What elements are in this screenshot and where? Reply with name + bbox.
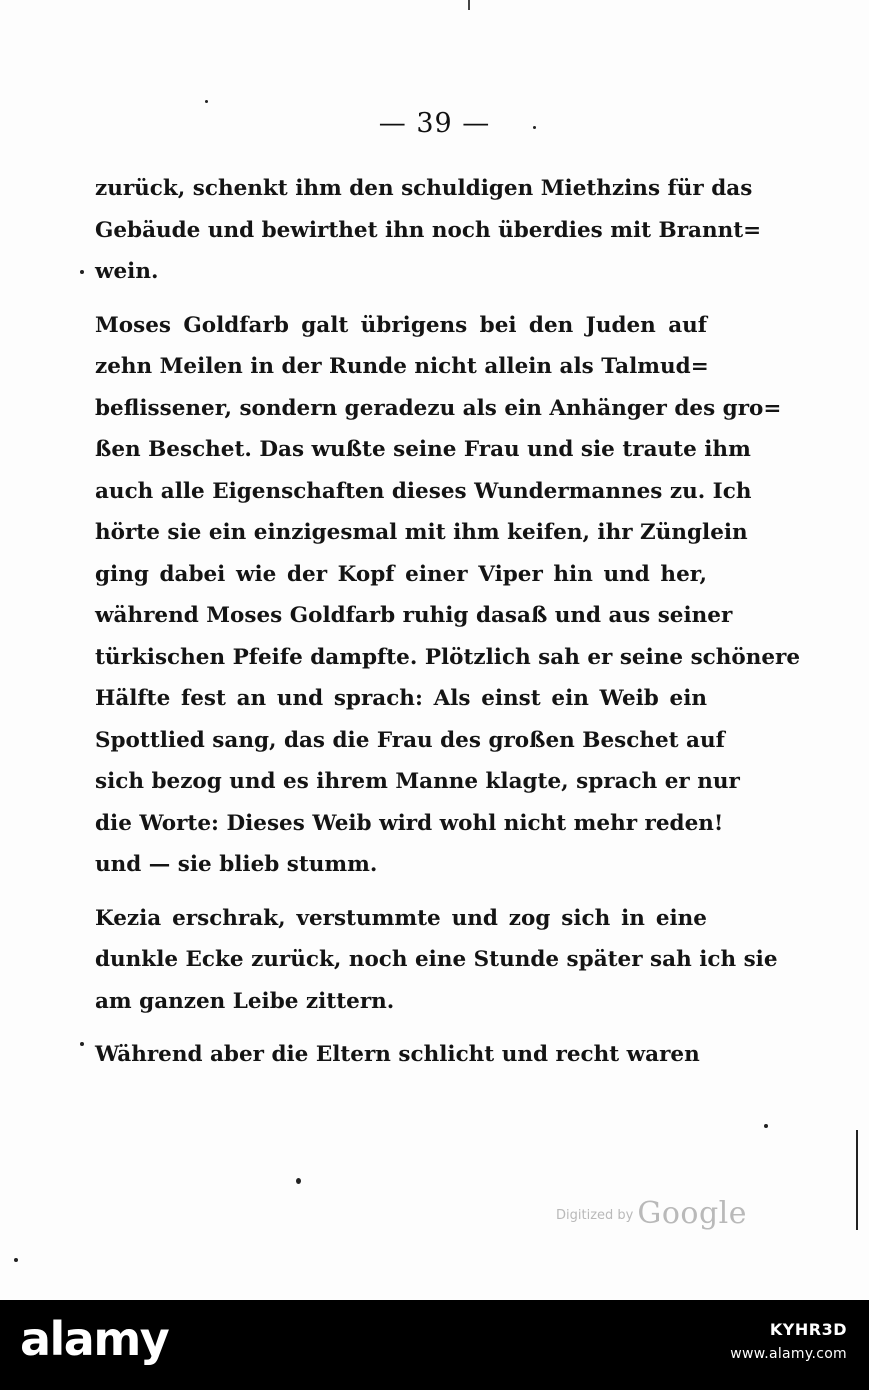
scan-speck xyxy=(80,1042,84,1046)
scan-speck xyxy=(205,100,208,103)
text-line: und — sie blieb stumm. xyxy=(95,852,378,877)
text-line: Während aber die Eltern schlicht und recht waren xyxy=(95,1042,700,1067)
text-line: ging dabei wie der Kopf einer Viper hin und her, xyxy=(95,561,707,587)
scan-speck xyxy=(80,270,84,274)
text-line: dunkle Ecke zurück, noch eine Stunde später sah ich sie xyxy=(95,947,778,972)
text-line: Spottlied sang, das die Frau des großen Beschet auf xyxy=(95,727,725,753)
stock-url: www.alamy.com xyxy=(730,1346,847,1362)
text-line: Moses Goldfarb galt übrigens bei den Juden auf xyxy=(95,312,707,338)
image-id: KYHR3D xyxy=(769,1320,847,1339)
digitized-by-google-watermark xyxy=(556,1196,747,1231)
text-line: Hälfte fest an und sprach: Als einst ein Weib ein xyxy=(95,686,707,711)
text-line: auch alle Eigenschaften dieses Wundermannes zu. Ich xyxy=(95,478,752,504)
text-line: während Moses Goldfarb ruhig dasaß und aus seiner xyxy=(95,603,733,628)
text-line: beflissener, sondern geradezu als ein Anhänger des gro= xyxy=(95,395,782,421)
text-line: türkischen Pfeife dampfte. Plötzlich sah er seine schönere xyxy=(95,644,801,670)
text-line: ßen Beschet. Das wußte seine Frau und sie traute ihm xyxy=(95,437,751,462)
text-line: am ganzen Leibe zittern. xyxy=(95,988,395,1014)
text-line: die Worte: Dieses Weib wird wohl nicht mehr reden! xyxy=(95,810,724,836)
scan-speck xyxy=(468,0,470,10)
scan-speck xyxy=(533,126,536,129)
scan-speck xyxy=(296,1178,301,1184)
text-line: wein. xyxy=(95,259,159,284)
stock-photo-banner xyxy=(0,1300,869,1390)
page-number: — 39 — xyxy=(378,108,491,139)
text-line: hörte sie ein einzigesmal mit ihm keifen, ihr Zünglein xyxy=(95,520,748,545)
text-line: Gebäude und bewirthet ihn noch überdies mit Brannt= xyxy=(95,217,762,243)
scan-edge-line xyxy=(856,1130,858,1230)
scan-speck xyxy=(14,1258,18,1262)
watermark-prefix: Digitized by xyxy=(556,1208,634,1223)
stock-meta xyxy=(730,1320,847,1362)
body-text xyxy=(95,168,801,1076)
alamy-logo: alamy xyxy=(20,1312,169,1366)
text-line: zurück, schenkt ihm den schuldigen Miethzins für das xyxy=(95,176,753,201)
text-line: Kezia erschrak, verstummte und zog sich in eine xyxy=(95,905,707,931)
text-line: sich bezog und es ihrem Manne klagte, sprach er nur xyxy=(95,769,740,794)
google-logo: Google xyxy=(637,1196,747,1231)
scan-speck xyxy=(764,1124,768,1128)
text-line: zehn Meilen in der Runde nicht allein als Talmud= xyxy=(95,354,709,379)
